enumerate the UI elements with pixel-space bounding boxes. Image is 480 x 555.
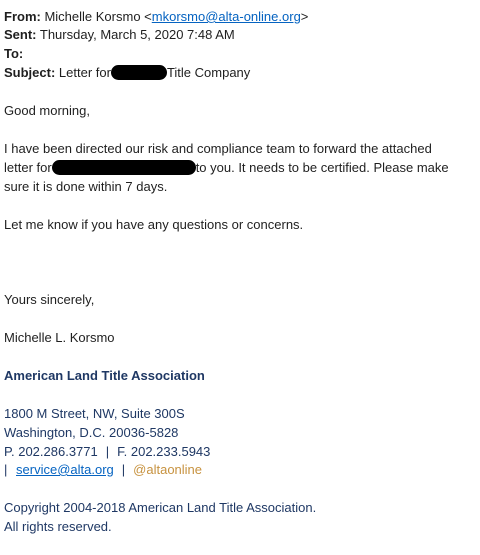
to-line xyxy=(4,45,23,63)
service-email-link[interactable]: service@alta.org xyxy=(16,462,114,477)
phone-number: P. 202.286.3771 xyxy=(4,444,98,459)
copyright-line1: Copyright 2004-2018 American Land Title Association. xyxy=(4,500,317,515)
sent-label: Sent: xyxy=(4,27,37,42)
fax-number: F. 202.233.5943 xyxy=(117,444,211,459)
to-label: To: xyxy=(4,46,24,61)
org-name: American Land Title Association xyxy=(4,368,205,383)
from-label: From: xyxy=(4,9,41,24)
para2: Let me know if you have any questions or concerns. xyxy=(4,217,304,232)
para1-line3: sure it is done within 7 days. xyxy=(4,179,168,194)
para1-line1: I have been directed our risk and compliance team to forward the attached xyxy=(4,141,432,156)
subject-label: Subject: xyxy=(4,65,56,80)
sent-line xyxy=(4,26,235,44)
address-line2: Washington, D.C. 20036-5828 xyxy=(4,425,179,440)
from-email-link[interactable]: mkorsmo@alta-online.org xyxy=(151,9,301,24)
from-name: Michelle Korsmo < xyxy=(44,9,152,24)
from-line xyxy=(4,8,308,26)
address-line1: 1800 M Street, NW, Suite 300S xyxy=(4,406,185,421)
body-redaction xyxy=(52,160,196,175)
subject-redaction xyxy=(111,65,167,80)
subject-after: Title Company xyxy=(166,65,251,80)
signer-name: Michelle L. Korsmo xyxy=(4,330,115,345)
separator: | xyxy=(105,444,110,459)
separator: | xyxy=(4,462,8,477)
sent-value: Thursday, March 5, 2020 7:48 AM xyxy=(39,27,235,42)
copyright-line2: All rights reserved. xyxy=(4,519,112,534)
separator: | xyxy=(121,462,126,477)
phone-fax-line xyxy=(4,443,210,461)
from-close: > xyxy=(300,9,309,24)
closing: Yours sincerely, xyxy=(4,292,95,307)
subject-line xyxy=(4,64,250,82)
para1-line2-before: letter for xyxy=(4,160,52,175)
subject-before: Letter for xyxy=(58,65,111,80)
para1-line2-after: to you. It needs to be certified. Please make xyxy=(195,160,449,175)
contact-line xyxy=(4,461,202,479)
para1-line2 xyxy=(4,159,449,177)
social-handle[interactable]: @altaonline xyxy=(133,462,203,477)
greeting: Good morning, xyxy=(4,103,90,118)
